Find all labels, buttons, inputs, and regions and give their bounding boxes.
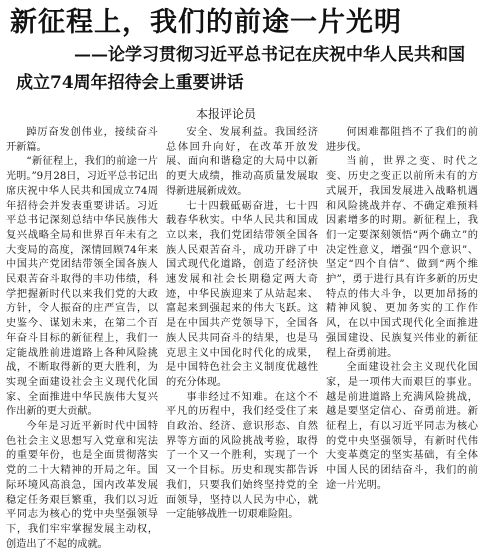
- paragraph: “新征程上，我们的前途一片光明。”9月28日，习近平总书记出席庆祝中华人民共和国成立74周年招待会并发表重要讲话。习近平总书记深刻总结中华民族伟大复兴战略全局和世界百年未有之大变局的高度，深情回顾74年来中国共产党团结带领全国各族人民艰苦奋斗取得的丰功伟绩，科学把握新时代以来我们党的大政方针，令人振奋的庄严宣告，以史鉴今、谋划未来，在第二个百年奋斗目标的新征程上，我们一定能战胜前进道路上各种风险挑战，不断取得新的更大胜利，为实现全面建设社会主义现代化国家、全面推进中华民族伟大复兴作出新的更大贡献。: [6, 156, 158, 418]
- article-column-3: [326, 126, 478, 491]
- headline: 新征程上，我们的前途一片光明: [10, 7, 402, 38]
- article-column-2: [166, 126, 318, 521]
- article-column-1: [6, 126, 158, 550]
- subtitle-line-1: ——论学习贯彻习近平总书记在庆祝中华人民共和国: [74, 45, 465, 65]
- paragraph: 踔厉奋发创伟业，接续奋斗开新篇。: [6, 127, 158, 153]
- paragraph: 当前，世界之变、时代之变、历史之变正以前所未有的方式展开，我国发展进入战略机遇和风险挑战并存、不确定难预料因素增多的时期。新征程上，我们一定要深刻领悟“两个确立”的决定性意义，增强“四个意识”、坚定“四个自信”、做到“两个维护”，勇于进行具有许多新的历史特点的伟大斗争，以更加昂扬的精神风貌、更加务实的工作作风，在以中国式现代化全面推进强国建设、民族复兴伟业的新征程上奋勇前进。: [326, 156, 478, 359]
- paragraph: 七十四载砥砺奋进，七十四载春华秋实。中华人民共和国成立以来，我们党团结带领全国各族人民艰苦奋斗，成功开辟了中国式现代化道路，创造了经济快速发展和社会长期稳定两大奇迹，中华民族迎来了从站起来、富起来到强起来的伟大飞跃。这是在中国共产党领导下，全国各族人民共同奋斗的结果，也是马克思主义中国化时代化的成果，是中国特色社会主义制度优越性的充分体现。: [166, 200, 318, 388]
- subtitle-line-2: 成立74周年招待会上重要讲话: [16, 73, 244, 93]
- paragraph: 事非经过不知难。在这个不平凡的历程中，我们经受住了来自政治、经济、意识形态、自然界等方面的风险挑战考验，取得了一个又一个胜利，实现了一个又一个目标。历史和现实都告诉我们，只要我们始终坚持党的全面领导，坚持以人民为中心，就一定能够战胜一切艰难险阻。: [166, 391, 318, 521]
- paragraph: 安全、发展利益。我国经济总体回升向好，在改革开放发展、面向和谐稳定的大局中以新的更大成绩，推动高质量发展取得新进展新成效。: [166, 127, 318, 197]
- paragraph: 何困难都阻挡不了我们的前进步伐。: [326, 127, 478, 153]
- paragraph: 今年是习近平新时代中国特色社会主义思想写入党章和宪法的重要年份，也是全面贯彻落实党的二十大精神的开局之年。国际环境风高浪急，国内改革发展稳定任务艰巨繁重，我们以习近平同志为核心的党中央坚强领导下，我们牢牢掌握发展主动权，创造出了不起的成就。: [6, 421, 158, 550]
- paragraph: 全面建设社会主义现代化国家，是一项伟大而艰巨的事业。越是前进道路上充满风险挑战，越是要坚定信心、奋勇前进。新征程上，有以习近平同志为核心的党中央坚强领导，有新时代伟大变革奠定的坚实基础，有全体中国人民的团结奋斗，我们的前途一片光明。: [326, 362, 478, 491]
- byline: 本报评论员: [196, 107, 257, 121]
